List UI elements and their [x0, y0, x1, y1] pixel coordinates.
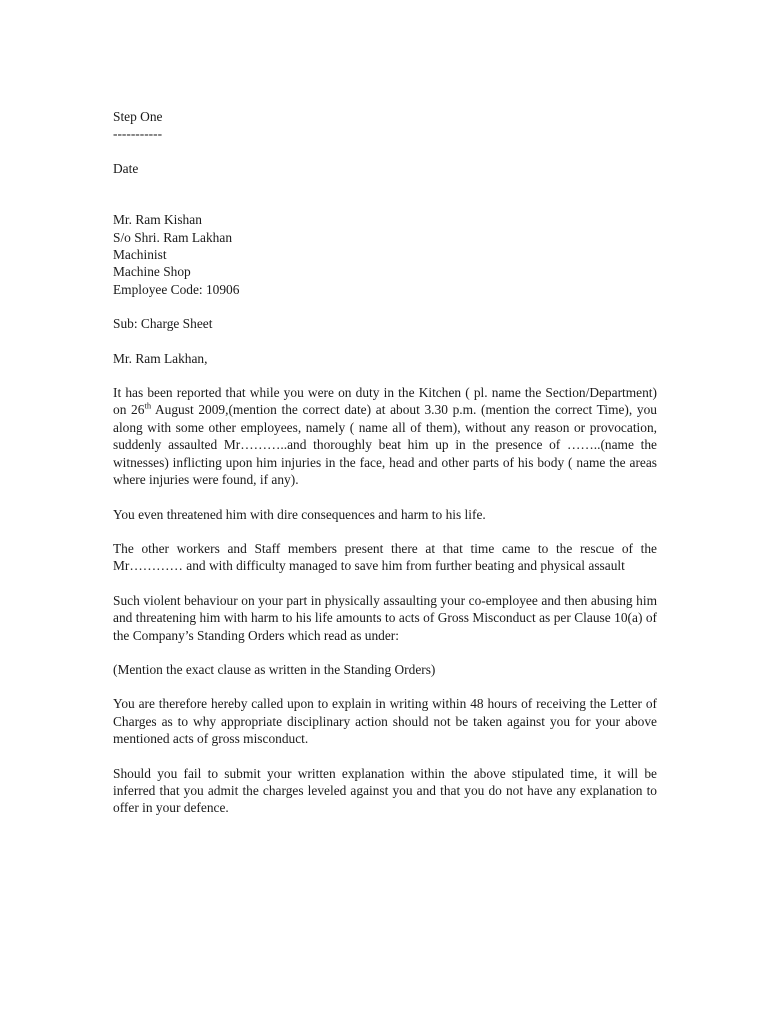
paragraph-clause-note: (Mention the exact clause as written in the Standing Orders) [113, 661, 436, 677]
paragraph-incident-rest: August 2009,(mention the correct date) at about 3.30 p.m. (mention the correct Time), you along with some other employees, namely ( name all of them), without any reason or provocation, suddenly assaulted Mr………..and thoroughly beat him up in the presence of ……..(name the witnesses) inflicting upon him injuries in the face, head and other parts of his body ( name the areas where injuries were found, if any). [113, 402, 657, 488]
paragraph-misconduct: Such violent behaviour on your part in physically assaulting your co-employee and then abusing him and threatening him with harm to his life amounts to acts of Gross Misconduct as per Clause 10(a) of the Company’s Standing Orders which read as under: [113, 592, 657, 643]
paragraph-explanation-request: You are therefore hereby called upon to explain in writing within 48 hours of receiving the Letter of Charges as to why appropriate disciplinary action should not be taken against you for your above mentioned acts of gross misconduct. [113, 696, 657, 747]
recipient-employee-code: Employee Code: 10906 [113, 281, 240, 297]
paragraph-incident [113, 384, 657, 488]
heading-rule: ----------- [113, 126, 163, 142]
paragraph-incident-start: It has been reported that while you were on duty in the Kitchen ( pl. name the Section/Department) on 26 [113, 385, 657, 418]
paragraph-consequence: Should you fail to submit your written explanation within the above stipulated time, it will be inferred that you admit the charges leveled against you and that you do not have any explanation to offer in your defence. [113, 765, 657, 816]
subject-line: Sub: Charge Sheet [113, 316, 213, 332]
recipient-relation: S/o Shri. Ram Lakhan [113, 229, 233, 245]
paragraph-threat: You even threatened him with dire consequences and harm to his life. [113, 506, 486, 522]
document-page [113, 108, 657, 817]
salutation: Mr. Ram Lakhan, [113, 350, 208, 366]
date-label: Date [113, 160, 139, 176]
recipient-department: Machine Shop [113, 264, 191, 280]
recipient-name: Mr. Ram Kishan [113, 212, 202, 228]
step-label: Step One [113, 109, 163, 124]
date-ordinal-suffix: th [144, 401, 152, 411]
paragraph-rescue: The other workers and Staff members present there at that time came to the rescue of the Mr………… and with difficulty managed to save him from further beating and physical assault [113, 540, 657, 574]
recipient-address [113, 211, 657, 298]
document-heading [113, 108, 657, 177]
recipient-designation: Machinist [113, 247, 167, 263]
